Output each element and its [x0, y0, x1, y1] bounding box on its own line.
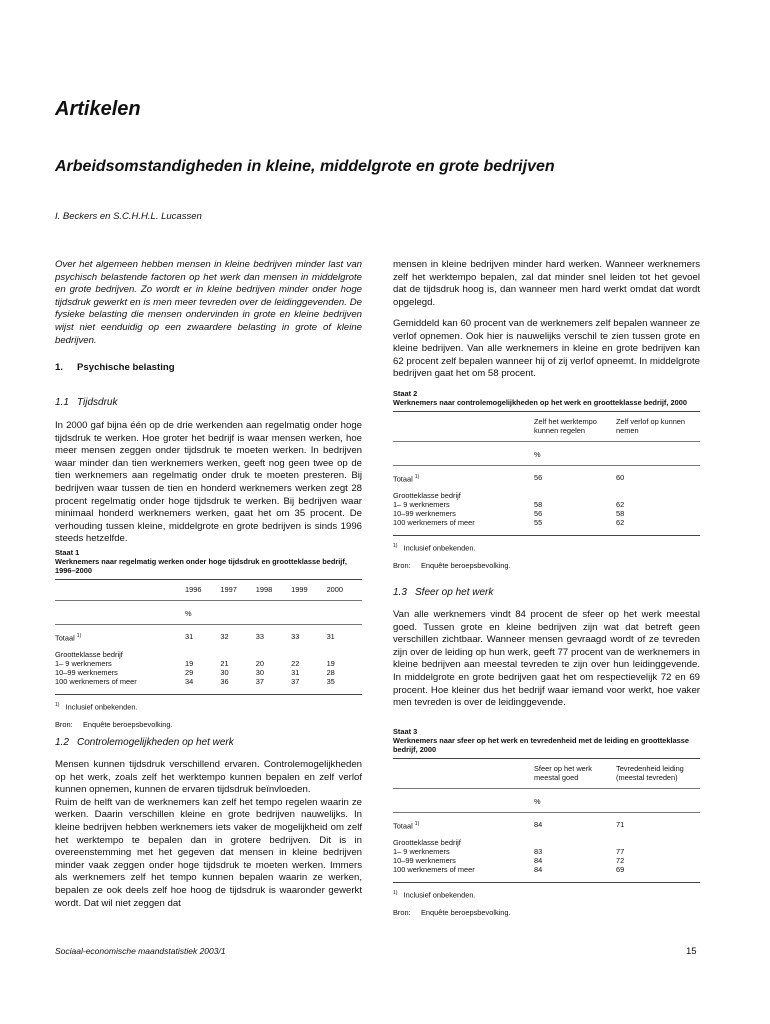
table-cell: 20 — [255, 659, 265, 669]
footnote-marker: 1) — [55, 702, 60, 709]
source-label: Bron: — [393, 907, 411, 917]
table-1-caption: Werknemers naar regelmatig werken onder hoge tijdsdruk en grootteklasse bedrijf, 1996–2000 — [55, 557, 347, 575]
table-2-caption: Werknemers naar controlemogelijkheden op het werk en grootteklasse bedrijf, 2000 — [393, 398, 687, 407]
table-3-unit: % — [534, 797, 541, 806]
table-cell: 62 — [616, 518, 625, 528]
paragraph-1-2 — [55, 759, 362, 910]
table-2-footnote — [393, 542, 700, 552]
right-paragraph-2-text: Gemiddeld kan 60 procent van de werknemers zelf bepalen wanneer ze verlof opnemen. Ook hier is nauwelijks verschil te zien tussen grote en kleine bedrijven. Van alle werknemers in kleine en grote bedrijven kan 62 procent zelf bepalen wanneer hij of zij verlof opneemt. In middelgrote bedrijven gaat het om 58 procent. — [393, 318, 700, 380]
paragraph-1-1 — [55, 420, 362, 546]
footer-publication: Sociaal-economische maandstatistiek 2003/1 — [55, 946, 226, 956]
table-cell: 84 — [534, 856, 543, 866]
table-cell: 19 — [326, 659, 335, 669]
paragraph-1-3 — [393, 609, 700, 710]
table-cell: 56 — [534, 509, 543, 519]
table-cell: 60 — [616, 473, 625, 482]
table-cell: 33 — [255, 632, 265, 641]
source-label: Bron: — [393, 560, 411, 570]
subsection-1-3-title: Sfeer op het werk — [415, 587, 494, 598]
table-cell: 22 — [291, 659, 300, 669]
table-cell: 72 — [616, 856, 625, 866]
table-3-label: Staat 3 — [393, 727, 418, 736]
table-row — [393, 865, 700, 874]
table-cell: 55 — [534, 518, 543, 528]
table-row-label: 10–99 werknemers — [393, 856, 456, 866]
page-title: Arbeidsomstandigheden in kleine, middelgrote en grote bedrijven — [55, 158, 555, 175]
table-row-label: 1– 9 werknemers — [393, 847, 450, 857]
table-2-source — [393, 561, 700, 570]
table-cell: 33 — [291, 632, 300, 641]
paragraph-1-1-text: In 2000 gaf bijna één op de drie werkenden aan regelmatig onder hoge tijdsdruk te werken. Hoe groter het bedrijf is waar mensen werken, hoe meer mensen zeggen onder tijdsdruk te moeten werken. In bedrijven waar minder dan tien werknemers werken, geeft nog geen twee op de tien werknemers aan regelmatig onder druk te moeten presteren. Bij bedrijven waar tussen de tien en honderd werknemers werken zegt 28 procent regelmatig onder hoge tijdsdruk te werken. Bij bedrijven waar minimaal honderd werknemers werken, gaat het om 35 procent. De verhouding tussen kleine, middelgrote en grote bedrijven is sinds 1996 steeds hetzelfde. — [55, 420, 362, 545]
section-1-number: 1. — [55, 362, 64, 373]
table-cell: 30 — [255, 668, 265, 678]
subsection-1-1-number: 1.1 — [55, 397, 69, 408]
table-1-col-header: 1996 — [185, 585, 202, 594]
paragraph-1-2b-text: Ruim de helft van de werknemers kan zelf het tempo regelen waarin ze werken. Daarin verschillen kleine en grote bedrijven nauwelijks. In kleine bedrijven hebben werknemers iets vaker de mogelijkheid om zelf het werktempo te bepalen dan in grotere bedrijven. Dit is in overeenstemming met het gegeven dat mensen in kleine bedrijven minder vaak zeggen onder hoge tijdsdruk te moeten werken. Immers als werknemers zelf het tempo kunnen bepalen waarin ze werken, bepalen ze ook deels zelf hoe hoog de tijdsdruk is waaronder gewerkt wordt. Dat wil niet zeggen dat — [55, 796, 362, 909]
table-1-col-header: 1999 — [291, 585, 308, 594]
table-staat-2 — [393, 389, 700, 570]
source-text: Enquête beroepsbevolking. — [83, 719, 173, 729]
table-cell: 71 — [616, 820, 625, 829]
intro-block — [55, 259, 362, 347]
table-cell: 35 — [326, 677, 335, 687]
source-label: Bron: — [55, 719, 73, 729]
section-1-title: Psychische belasting — [77, 362, 175, 373]
footnote-text: Inclusief onbekenden. — [65, 702, 138, 712]
subsection-1-2-heading — [55, 737, 362, 748]
table-row-label: 10–99 werknemers — [393, 509, 456, 519]
table-3-col-header: Sfeer op het werk meestal goed — [534, 764, 592, 782]
table-1-group-label: Grootteklasse bedrijf — [55, 650, 123, 660]
table-staat-1 — [55, 548, 362, 729]
table-row-label: 100 werknemers of meer — [55, 677, 137, 687]
table-row-label: 100 werknemers of meer — [393, 865, 475, 875]
subsection-1-1-heading — [55, 397, 362, 408]
right-paragraph-2 — [393, 318, 700, 381]
table-row — [55, 668, 362, 677]
table-1-unit: % — [185, 609, 192, 618]
table-2-header-row — [393, 417, 700, 435]
table-row-label: 1– 9 werknemers — [393, 500, 450, 510]
table-cell: 37 — [255, 677, 265, 687]
table-1-header-row — [55, 585, 362, 594]
table-row — [55, 659, 362, 668]
section-label: Artikelen — [55, 98, 141, 120]
table-cell: 19 — [185, 659, 194, 669]
table-staat-3 — [393, 727, 700, 917]
footnote-text: Inclusief onbekenden. — [403, 890, 476, 900]
table-1-col-header: 1998 — [255, 585, 273, 594]
table-3-total-label: Totaal — [393, 821, 413, 831]
table-row — [393, 518, 700, 527]
subsection-1-2-title: Controlemogelijkheden op het werk — [77, 737, 234, 748]
section-1-heading — [55, 362, 362, 373]
table-cell: 29 — [185, 668, 194, 678]
table-cell: 32 — [220, 632, 229, 641]
table-cell: 62 — [616, 500, 625, 510]
footnote-marker: 1) — [414, 821, 420, 827]
table-cell: 30 — [220, 668, 229, 678]
table-cell: 56 — [534, 473, 543, 482]
table-cell: 58 — [534, 500, 543, 510]
table-cell: 31 — [326, 632, 335, 641]
table-row — [393, 820, 700, 830]
table-row — [55, 677, 362, 686]
table-3-group-label: Grootteklasse bedrijf — [393, 838, 461, 848]
table-cell: 34 — [185, 677, 194, 687]
table-cell: 77 — [616, 847, 625, 857]
table-row-label: 100 werknemers of meer — [393, 518, 475, 528]
footnote-marker: 1) — [76, 633, 82, 639]
table-row — [55, 632, 362, 642]
paragraph-1-2a-text: Mensen kunnen tijdsdruk verschillend ervaren. Controlemogelijkheden op het werk, zoals zelf het werktempo kunnen bepalen en zelf verlof kunnen opnemen, kunnen de ervaren tijdsdruk beïnvloeden. — [55, 759, 362, 796]
table-row — [393, 847, 700, 856]
table-1-total-label: Totaal — [55, 633, 75, 643]
paragraph-1-3-text: Van alle werknemers vindt 84 procent de sfeer op het werk meestal goed. Tussen grote en kleine bedrijven zijn wat dat betreft geen verschillen zichtbaar. Wanneer mensen gevraagd wordt of ze tevreden zijn over de leiding op hun werk, geeft 77 procent van de werknemers in kleine bedrijven aan meestal tevreden te zijn over hun leidinggevende. In middelgrote en grote bedrijven gaat het om respectievelijk 72 en 69 procent. Hoe kleiner dus het bedrijf waar iemand voor werkt, hoe vaker men tevreden is over de leidinggevende. — [393, 609, 700, 709]
table-row — [393, 473, 700, 483]
table-cell: 28 — [326, 668, 335, 678]
table-cell: 84 — [534, 820, 543, 829]
subsection-1-3-heading — [393, 587, 700, 598]
table-2-label: Staat 2 — [393, 389, 418, 398]
right-paragraph-1-text: mensen in kleine bedrijven minder hard werken. Wanneer werknemers zelf het werktempo bepalen, zal dat minder snel leiden tot het gevoel dat de tijdsdruk hoog is, dan wanneer men hard werkt omdat dat wordt opgelegd. — [393, 259, 700, 308]
intro-paragraph: Over het algemeen hebben mensen in kleine bedrijven minder last van psychisch belastende factoren op het werk dan mensen in middelgrote en grote bedrijven. Zo wordt er in kleine bedrijven minder onder hoge tijdsdruk gewerkt en is men meer tevreden over de leidinggevenden. De fysieke belasting die mensen ondervinden in grote en kleine bedrijven wijst niet eenduidig op een zwaardere belasting in grote of kleine bedrijven. — [55, 259, 362, 346]
table-row-label: 1– 9 werknemers — [55, 659, 112, 669]
table-2-total-label: Totaal — [393, 474, 413, 484]
table-1-footnote — [55, 701, 362, 711]
footnote-marker: 1) — [393, 543, 398, 550]
table-cell: 84 — [534, 865, 543, 875]
table-3-col-header: Tevredenheid leiding (meestal tevreden) — [616, 764, 684, 782]
table-cell: 69 — [616, 865, 625, 875]
table-3-source — [393, 908, 700, 917]
table-1-col-header: 1997 — [220, 585, 237, 594]
source-text: Enquête beroepsbevolking. — [421, 907, 511, 917]
table-cell: 37 — [291, 677, 300, 687]
table-cell: 58 — [616, 509, 625, 519]
table-cell: 21 — [220, 659, 229, 669]
table-1-source — [55, 720, 362, 729]
subsection-1-1-title: Tijdsdruk — [77, 397, 118, 408]
subsection-1-2-number: 1.2 — [55, 737, 69, 748]
subsection-1-3-number: 1.3 — [393, 587, 407, 598]
table-1-col-header: 2000 — [326, 585, 344, 594]
page-number: 15 — [686, 946, 697, 957]
table-cell: 83 — [534, 847, 543, 857]
table-row-label: 10–99 werknemers — [55, 668, 118, 678]
right-paragraph-1 — [393, 259, 700, 309]
table-2-group-label: Grootteklasse bedrijf — [393, 491, 461, 501]
source-text: Enquête beroepsbevolking. — [421, 560, 511, 570]
table-row — [393, 500, 700, 509]
table-2-col-header: Zelf verlof op kunnen nemen — [616, 417, 686, 435]
table-3-caption: Werknemers naar sfeer op het werk en tevredenheid met de leiding en grootteklasse bedrijf, 2000 — [393, 736, 690, 754]
table-row — [393, 856, 700, 865]
table-cell: 36 — [220, 677, 229, 687]
footnote-marker: 1) — [414, 474, 420, 480]
table-3-footnote — [393, 889, 700, 899]
table-2-unit: % — [534, 450, 541, 459]
table-1-label: Staat 1 — [55, 548, 80, 557]
table-3-header-row — [393, 764, 700, 782]
table-cell: 31 — [185, 632, 194, 641]
footnote-marker: 1) — [393, 890, 398, 897]
authors: I. Beckers en S.C.H.H.L. Lucassen — [55, 211, 202, 222]
table-row — [393, 509, 700, 518]
footnote-text: Inclusief onbekenden. — [403, 543, 476, 553]
table-2-col-header: Zelf het werktempo kunnen regelen — [534, 417, 597, 435]
table-cell: 31 — [291, 668, 300, 678]
